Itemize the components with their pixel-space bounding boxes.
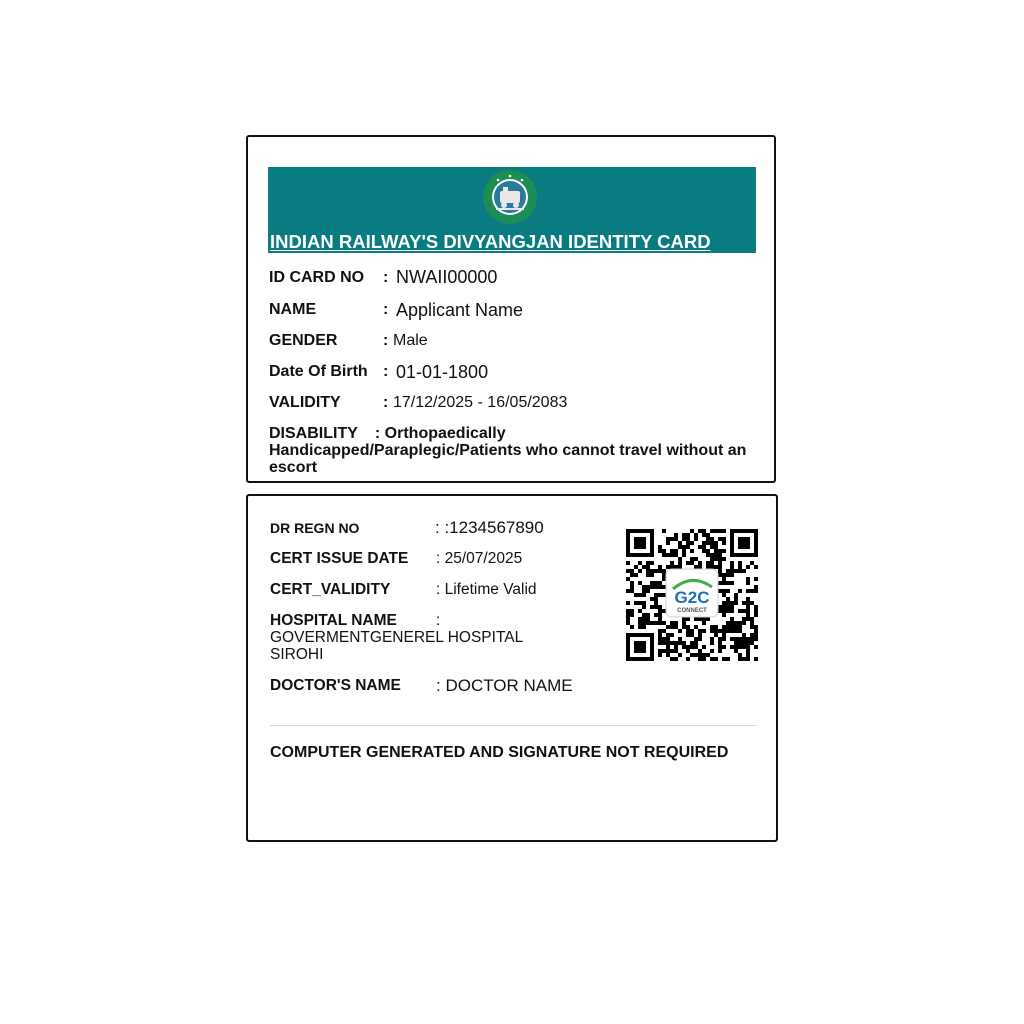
doctors-name-value: : DOCTOR NAME [436, 676, 573, 695]
g2c-logo-subtext: CONNECT [677, 608, 707, 614]
cert-issue-date-value: : 25/07/2025 [436, 550, 523, 567]
cert-validity-label: CERT_VALIDITY [270, 581, 391, 598]
id-card-no-label: ID CARD NO [269, 269, 365, 286]
colon: : [383, 332, 389, 349]
dob-value: 01-01-1800 [396, 362, 489, 382]
id-card-no-value: NWAII00000 [396, 267, 498, 287]
colon: : [383, 301, 389, 318]
hospital-name-colon: : [436, 612, 441, 629]
g2c-connect-logo [666, 569, 718, 617]
validity-value: 17/12/2025 - 16/05/2083 [393, 394, 568, 411]
name-label: NAME [269, 301, 317, 318]
divider [270, 725, 756, 726]
colon: : [383, 363, 389, 380]
disability-block: DISABILITY : Orthopaedically Handicapped/Paraplegic/Patients who cannot travel without an escort [269, 425, 747, 476]
qr-finder-top-right [730, 529, 758, 557]
g2c-logo-text: G2C [674, 588, 710, 607]
indian-railways-emblem-icon [482, 169, 538, 225]
doctors-name-label: DOCTOR'S NAME [270, 677, 401, 694]
qr-finder-top-left [626, 529, 654, 557]
disability-value: Orthopaedically Handicapped/Paraplegic/Patients who cannot travel without an escort [269, 425, 747, 476]
id-card-back [246, 494, 778, 842]
dr-regn-no-value: : :1234567890 [435, 518, 544, 537]
name-value: Applicant Name [396, 300, 524, 320]
id-card-front [246, 135, 776, 483]
validity-label: VALIDITY [269, 394, 341, 411]
gender-value: Male [393, 332, 428, 349]
dob-label: Date Of Birth [269, 363, 368, 380]
hospital-name-label: HOSPITAL NAME [270, 612, 397, 629]
dr-regn-no-label: DR REGN NO [270, 520, 360, 536]
cert-validity-value: : Lifetime Valid [436, 581, 537, 598]
colon: : [383, 394, 389, 411]
cert-issue-date-label: CERT ISSUE DATE [270, 550, 409, 567]
hospital-name-value: GOVERMENTGENEREL HOSPITAL SIROHI [270, 629, 523, 663]
qr-code [626, 529, 758, 661]
card-title: INDIAN RAILWAY'S DIVYANGJAN IDENTITY CARD [270, 231, 711, 252]
disability-label: DISABILITY [269, 425, 358, 442]
gender-label: GENDER [269, 332, 338, 349]
card-header [268, 167, 756, 253]
colon: : [383, 269, 389, 286]
footer-note: COMPUTER GENERATED AND SIGNATURE NOT REQUIRED [270, 744, 729, 761]
qr-finder-bottom-left [626, 633, 654, 661]
